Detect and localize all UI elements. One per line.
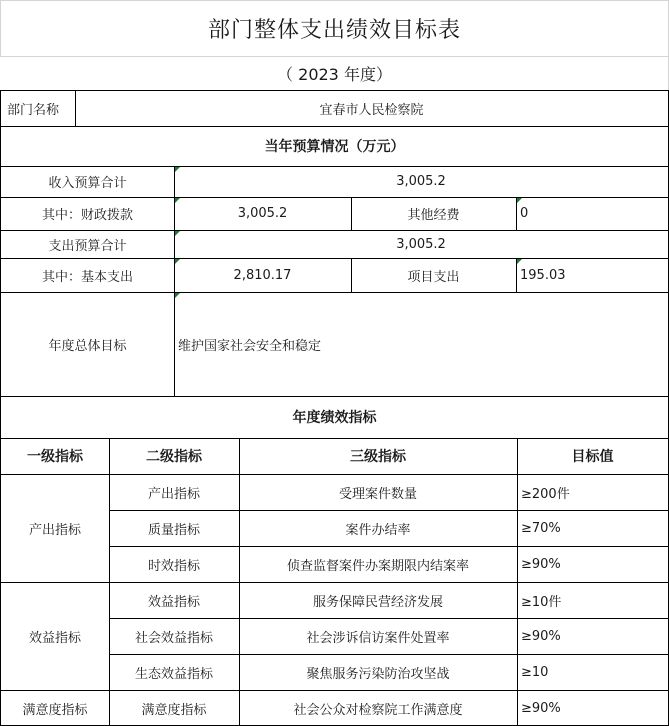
- rule: [0, 292, 669, 293]
- rule: [239, 438, 240, 726]
- header-level3: 三级指标: [350, 449, 406, 465]
- row-level3: 侦查监督案件办案期限内结案率: [286, 558, 469, 574]
- basic-expense-value: 2,810.17: [233, 267, 292, 283]
- header-level2: 二级指标: [146, 449, 202, 465]
- cell-flag-icon: [175, 293, 180, 298]
- row-level2: 社会效益指标: [134, 630, 213, 646]
- rule: [517, 438, 518, 726]
- row-level3: 社会公众对检察院工作满意度: [293, 702, 463, 718]
- budget-section-header: 当年预算情况（万元）: [264, 139, 405, 155]
- rule: [0, 258, 669, 259]
- department-name: 宜春市人民检察院: [319, 102, 424, 118]
- sheet-title: 部门整体支出绩效目标表: [207, 17, 461, 43]
- row-target: ≥200件: [521, 486, 570, 502]
- row-level2: 生态效益指标: [134, 666, 213, 682]
- rule: [0, 230, 669, 231]
- rule: [0, 438, 669, 439]
- expense-total-value: 3,005.2: [396, 236, 446, 252]
- rule: [109, 654, 669, 655]
- cell-flag-icon: [517, 259, 522, 264]
- rule: [109, 510, 669, 511]
- header-level1: 一级指标: [27, 449, 83, 465]
- rule: [0, 126, 669, 127]
- rule: [0, 197, 669, 198]
- level1-satisfaction: 满意度指标: [22, 702, 88, 718]
- rule: [75, 90, 76, 126]
- rule: [0, 90, 669, 91]
- level1-benefit: 效益指标: [28, 630, 81, 646]
- row-level3: 案件办结率: [345, 522, 411, 538]
- level1-output: 产出指标: [28, 522, 81, 538]
- cell-flag-icon: [517, 198, 522, 203]
- row-level2: 效益指标: [147, 594, 200, 610]
- project-expense-value: 195.03: [520, 267, 566, 283]
- row-level3: 服务保障民营经济发展: [312, 594, 443, 610]
- basic-expense-label: 其中：基本支出: [41, 269, 133, 285]
- fiscal-allocation-label: 其中：财政拨款: [41, 208, 133, 223]
- rule: [109, 438, 110, 726]
- header-target: 目标值: [571, 449, 614, 465]
- rule: [109, 618, 669, 619]
- rule: [351, 258, 352, 292]
- row-target: ≥10件: [521, 594, 562, 610]
- cell-flag-icon: [175, 231, 180, 236]
- indicators-section-header: 年度绩效指标: [292, 410, 377, 426]
- row-level2: 时效指标: [147, 558, 200, 574]
- row-target: ≥90%: [521, 556, 561, 572]
- annual-goal-label: 年度总体目标: [48, 338, 127, 354]
- rule: [0, 166, 669, 167]
- cell-flag-icon: [175, 198, 180, 203]
- row-level3: 社会涉诉信访案件处置率: [306, 630, 450, 646]
- row-level2: 满意度指标: [141, 702, 207, 718]
- row-target: ≥70%: [521, 520, 561, 536]
- rule: [0, 582, 669, 583]
- row-target: ≥90%: [521, 628, 561, 644]
- row-level3: 受理案件数量: [338, 486, 417, 502]
- row-level2: 质量指标: [147, 522, 200, 538]
- other-funds-value: 0: [520, 206, 529, 221]
- cell-flag-icon: [175, 259, 180, 264]
- income-total-label: 收入预算合计: [48, 176, 127, 191]
- rule: [109, 546, 669, 547]
- department-label: 部门名称: [7, 102, 60, 118]
- fiscal-year-line: （ 2023 年度）: [277, 64, 392, 84]
- annual-goal-value: 维护国家社会安全和稳定: [178, 338, 322, 354]
- cell-flag-icon: [175, 167, 180, 172]
- row-target: ≥90%: [521, 700, 561, 716]
- rule: [0, 396, 669, 397]
- rule: [0, 90, 1, 726]
- income-total-value: 3,005.2: [396, 174, 446, 189]
- other-funds-label: 其他经费: [407, 208, 460, 223]
- rule: [0, 474, 669, 475]
- row-level2: 产出指标: [147, 486, 200, 502]
- row-level3: 聚焦服务污染防治攻坚战: [306, 666, 450, 682]
- project-expense-label: 项目支出: [407, 269, 460, 285]
- expense-total-label: 支出预算合计: [48, 238, 127, 254]
- row-target: ≥10: [521, 664, 549, 680]
- fiscal-allocation-value: 3,005.2: [237, 206, 288, 221]
- rule: [351, 197, 352, 230]
- rule: [0, 690, 669, 691]
